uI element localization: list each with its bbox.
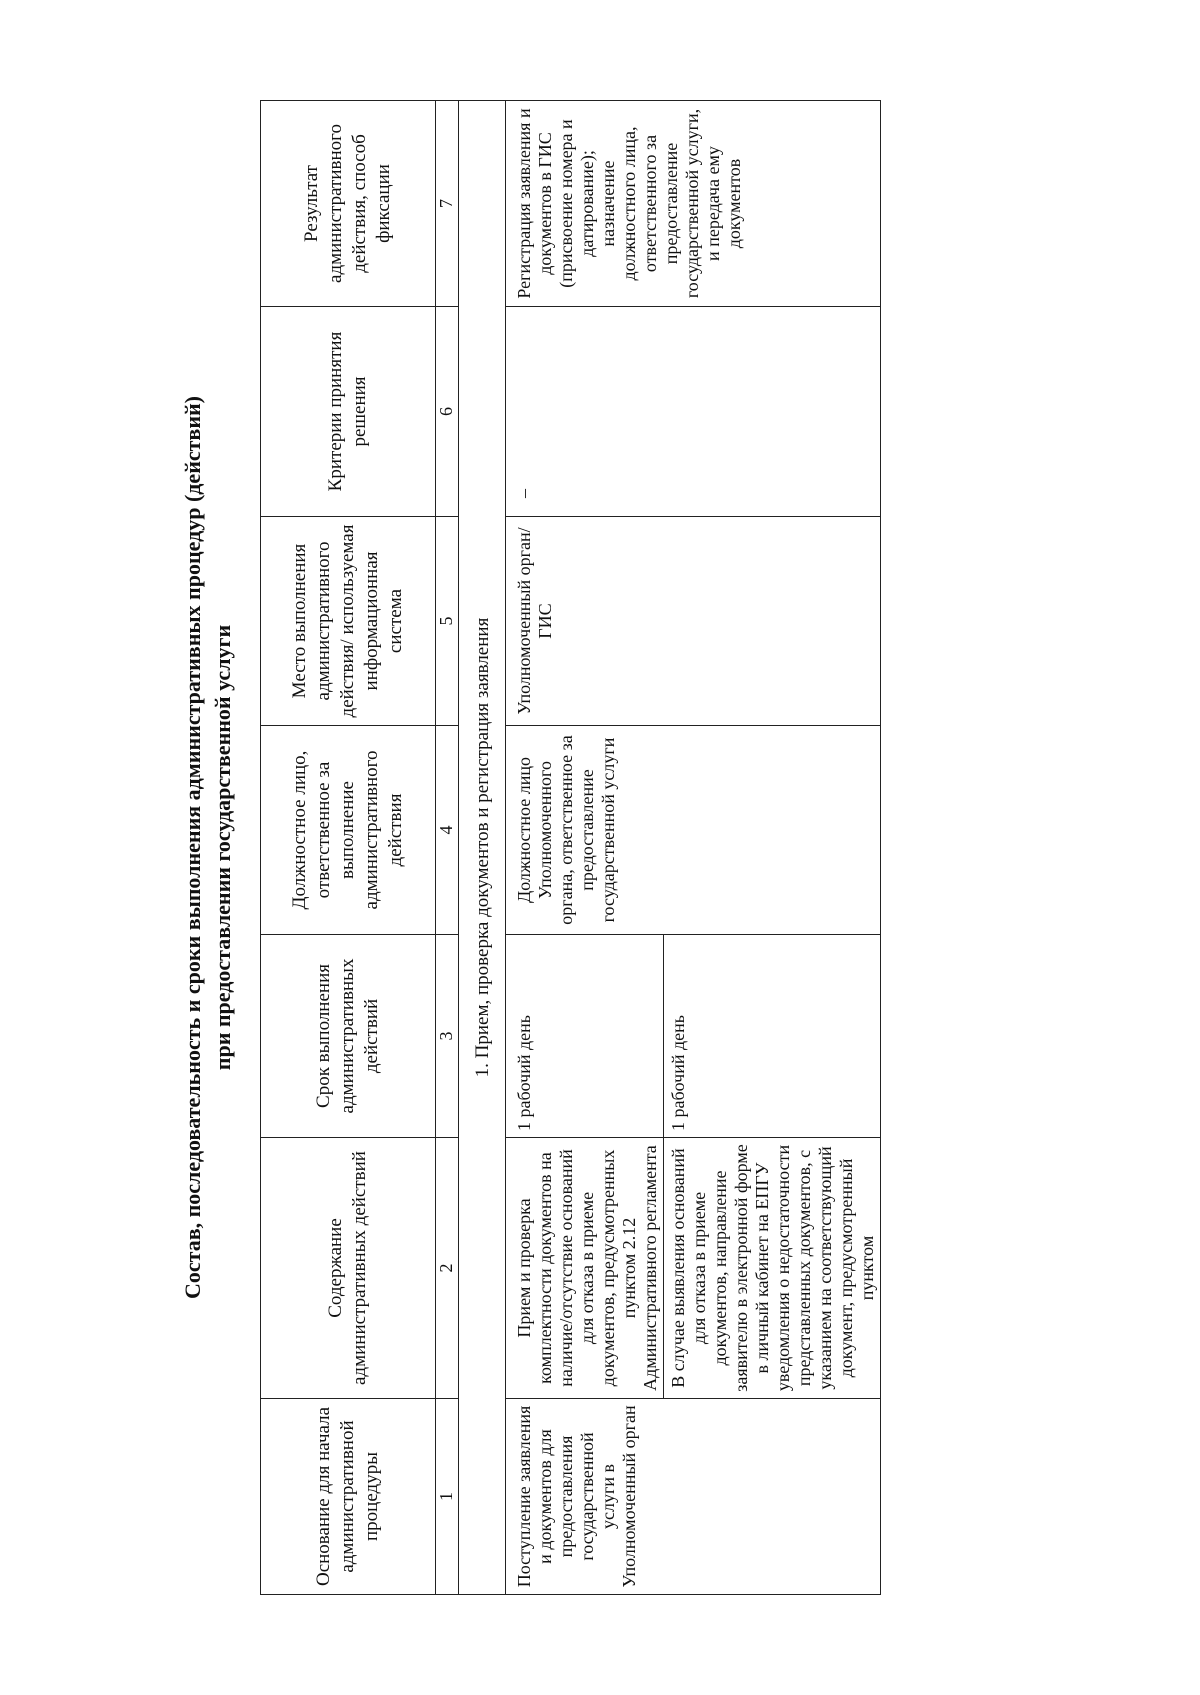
column-number: 6 [436, 307, 459, 517]
header-cell: Срок выполнения административных действий [261, 935, 436, 1138]
title-line-1: Состав, последовательность и сроки выполнения административных процедур (действий) [180, 396, 205, 1300]
place-cell: Уполномоченный орган/ГИС [506, 517, 881, 726]
content-cell: В случае выявления оснований для отказа в приеме документов, направление заявителю в электронной форме в личный кабинет на ЕПГУ уведомления о недостаточности представленных документов, с указанием на соответствующий документ, предусмотренный пунктом [664, 1138, 881, 1399]
term-cell: 1 рабочий день [664, 935, 881, 1138]
header-cell: Должностное лицо, ответственное за выполнение административного действия [261, 726, 436, 935]
header-cell: Место выполнения административного действия/ используемая информационная система [261, 517, 436, 726]
column-number-row [436, 101, 459, 1595]
header-cell: Критерии принятия решения [261, 307, 436, 517]
official-cell: Должностное лицо Уполномоченного органа, ответственное за предоставление государственной услуги [506, 726, 881, 935]
page-title [178, 0, 238, 1695]
column-number: 3 [436, 935, 459, 1138]
column-number: 7 [436, 101, 459, 307]
header-row [261, 101, 436, 1595]
result-cell: Регистрация заявления и документов в ГИС (присвоение номера и датирование); назначение должностного лица, ответственного за предоставление государственной услуги, и передача ему документов [506, 101, 881, 307]
column-number: 2 [436, 1138, 459, 1399]
content-cell: Прием и проверка комплектности документов на наличие/отсутствие оснований для отказа в приеме документов, предусмотренных пунктом 2.12 Административного регламента [506, 1138, 664, 1399]
criteria-cell: – [506, 307, 881, 517]
term-cell: 1 рабочий день [506, 935, 664, 1138]
column-number: 1 [436, 1399, 459, 1595]
header-cell: Содержание административных действий [261, 1138, 436, 1399]
column-number: 5 [436, 517, 459, 726]
title-line-2: при предоставлении государственной услуги [210, 624, 235, 1071]
header-cell: Результат административного действия, способ фиксации [261, 101, 436, 307]
section-row [459, 101, 506, 1595]
basis-cell: Поступление заявления и документов для предоставления государственной услуги в Уполномоченный орган [506, 1399, 881, 1595]
table-row [506, 101, 664, 1595]
column-number: 4 [436, 726, 459, 935]
header-cell: Основание для начала административной процедуры [261, 1399, 436, 1595]
section-title: 1. Прием, проверка документов и регистрация заявления [459, 101, 506, 1595]
procedures-table [260, 100, 881, 1595]
